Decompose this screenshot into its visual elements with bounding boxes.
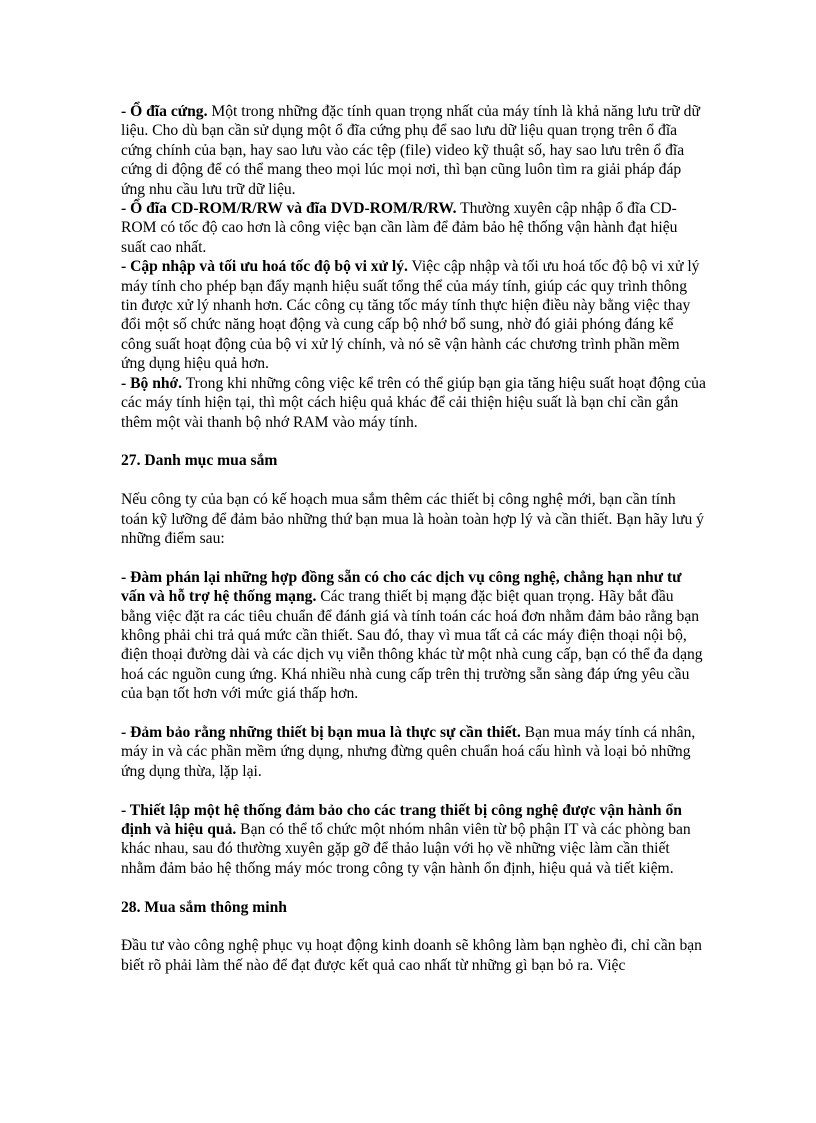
list-item-cpu (121, 257, 706, 373)
item-body: Việc cập nhập và tối ưu hoá tốc độ bộ vi xử lý máy tính cho phép bạn đẩy mạnh hiệu suất tổng thể của máy tính, giúp các quy trình thông tin được xử lý nhanh hơn. Các công cụ tăng tốc máy tính thực hiện điều này bằng việc thay đổi một số chức năng hoạt động và cung cấp bộ nhớ bổ sung, nhờ đó giải phóng đáng kể công suất hoạt động của bộ vi xử lý chính, và nó sẽ vận hành các chương trình phần mềm ứng dụng hiệu quả hơn. (121, 258, 700, 373)
list-item-memory (121, 374, 706, 432)
section-27-item-necessity (121, 723, 706, 781)
item-body: Các trang thiết bị mạng đặc biệt quan trọng. Hãy bắt đầu bằng việc đặt ra các tiêu chuẩn để đánh giá và tính toán các hoá đơn nhằm đảm bảo rằng bạn không phải chi trả quá mức cần thiết. Sau đó, thay vì mua tất cả các máy điện thoại nội bộ, điện thoại đường dài và các dịch vụ viễn thông khác từ một nhà cung cấp, bạn có thể đa dạng hoá các nguồn cung ứng. Khá nhiều nhà cung cấp trên thị trường sẵn sàng đáp ứng yêu cầu của bạn tốt hơn với mức giá thấp hơn. (121, 588, 703, 703)
item-title: - Cập nhập và tối ưu hoá tốc độ bộ vi xử lý. (121, 258, 408, 276)
section-28-intro: Đầu tư vào công nghệ phục vụ hoạt động kinh doanh sẽ không làm bạn nghèo đi, chỉ cần bạn biết rõ phải làm thế nào để đạt được kết quả cao nhất từ những gì bạn bỏ ra. Việc (121, 937, 702, 974)
hardware-list (121, 102, 706, 432)
item-title: - Đảm bảo rằng những thiết bị bạn mua là thực sự cần thiết. (121, 723, 521, 741)
list-item-hard-drive (121, 102, 706, 199)
item-title: - Đàm phán lại những hợp đồng sẵn có cho các dịch vụ công nghệ, chẳng hạn như tư vấn và hỗ trợ hệ thống mạng. (121, 568, 682, 606)
item-body: Một trong những đặc tính quan trọng nhất của máy tính là khả năng lưu trữ dữ liệu. Cho dù bạn cần sử dụng một ổ đĩa cứng phụ để sao lưu dữ liệu quan trọng trên ổ đĩa cứng chính của bạn, hay sao lưu vào các tệp (file) video kỹ thuật số, hay sao lưu trên ổ đĩa cứng di động để có thể mang theo mọi lúc mọi nơi, thì bạn cũng luôn tìm ra giải pháp đáp ứng nhu cầu lưu trữ dữ liệu. (121, 103, 700, 198)
section-27-heading: 27. Danh mục mua sắm (121, 452, 278, 470)
section-28-heading: 28. Mua sắm thông minh (121, 898, 287, 916)
item-title: - Ổ đĩa CD-ROM/R/RW và đĩa DVD-ROM/R/RW. (121, 200, 457, 218)
item-title: - Ổ đĩa cứng. (121, 103, 208, 120)
section-27-intro: Nếu công ty của bạn có kế hoạch mua sắm thêm các thiết bị công nghệ mới, bạn cần tính toán kỹ lưỡng để đảm bảo những thứ bạn mua là hoàn toàn hợp lý và cần thiết. Bạn hãy lưu ý những điểm sau: (121, 491, 704, 547)
document-page (121, 102, 706, 975)
section-27-item-system (121, 801, 706, 879)
item-body: Bạn mua máy tính cá nhân, máy in và các phần mềm ứng dụng, nhưng đừng quên chuẩn hoá cấu hình và loại bỏ những ứng dụng thừa, lặp lại. (121, 723, 696, 780)
item-body: Bạn có thể tổ chức một nhóm nhân viên từ bộ phận IT và các phòng ban khác nhau, sau đó thường xuyên gặp gỡ để thảo luận với họ về những việc làm cần thiết nhằm đảm bảo hệ thống máy móc trong công ty vận hành ổn định, hiệu quả và tiết kiệm. (121, 820, 691, 877)
item-body: Thường xuyên cập nhập ổ đĩa CD-ROM có tốc độ cao hơn là công việc bạn cần làm để đảm bảo hệ thống vận hành đạt hiệu suất cao nhất. (121, 200, 678, 256)
item-title: - Thiết lập một hệ thống đảm bảo cho các trang thiết bị công nghệ được vận hành ổn định và hiệu quả. (121, 801, 682, 838)
item-title: - Bộ nhớ. (121, 374, 183, 392)
list-item-cd-dvd (121, 199, 706, 257)
section-27-item-negotiate (121, 568, 706, 704)
item-body: Trong khi những công việc kể trên có thể giúp bạn gia tăng hiệu suất hoạt động của các máy tính hiện tại, thì một cách hiệu quả khác để cải thiện hiệu suất là bạn chỉ cần gắn thêm một vài thanh bộ nhớ RAM vào máy tính. (121, 374, 706, 431)
